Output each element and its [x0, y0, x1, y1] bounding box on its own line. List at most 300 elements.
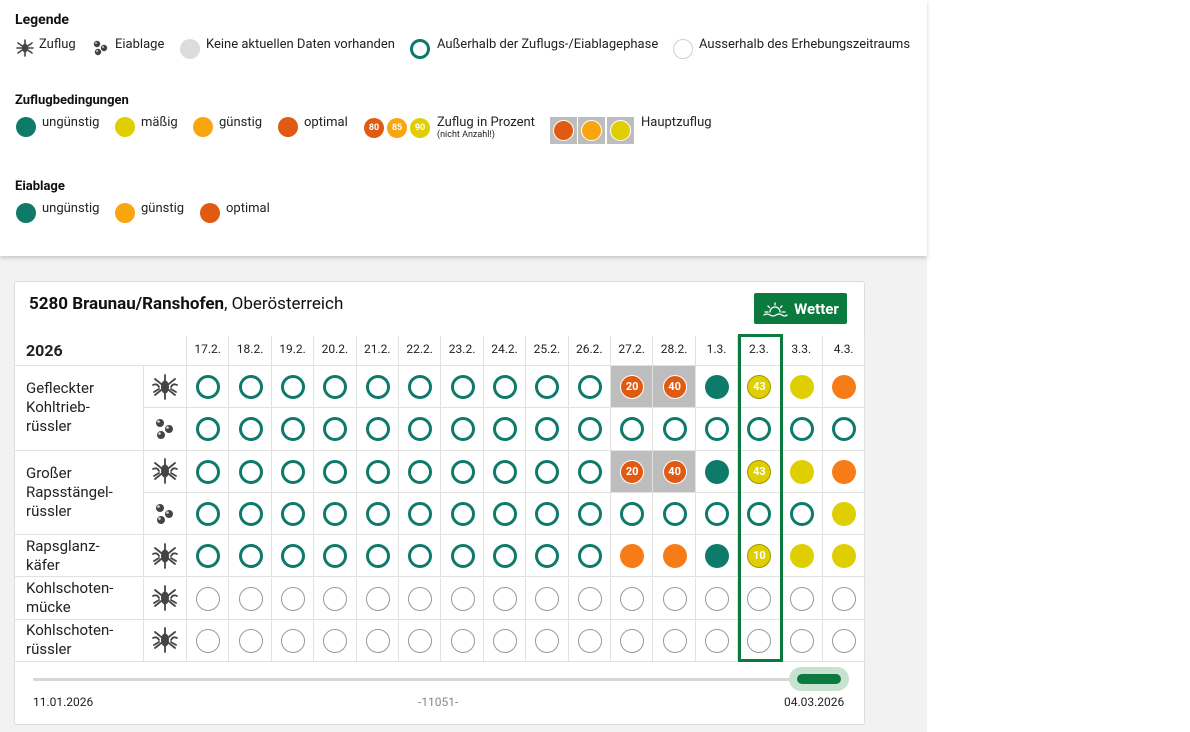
forecast-cell[interactable]	[357, 451, 399, 493]
species-name-line: rüssler	[26, 417, 72, 436]
outside-phase-ring	[410, 39, 430, 59]
forecast-cell[interactable]	[823, 620, 865, 662]
forecast-cell[interactable]	[229, 578, 271, 620]
outside-period-ring	[239, 587, 263, 611]
forecast-cell[interactable]	[653, 493, 695, 535]
date-header[interactable]: 4.3.	[823, 336, 865, 366]
status-dot	[832, 544, 856, 568]
outside-period-ring	[408, 587, 432, 611]
outside-phase-ring	[323, 417, 347, 441]
forecast-cell[interactable]	[526, 578, 568, 620]
outside-period-ring	[323, 587, 347, 611]
species-name-text	[26, 464, 113, 521]
outside-period-ring	[673, 39, 693, 59]
forecast-cell[interactable]	[696, 451, 738, 493]
forecast-cell[interactable]	[272, 408, 314, 450]
forecast-cell[interactable]	[399, 408, 441, 450]
forecast-cell[interactable]	[569, 408, 611, 450]
outside-phase-ring	[451, 460, 475, 484]
legend-zuflug: Zuflug	[39, 37, 76, 52]
outside-phase-ring	[451, 375, 475, 399]
status-dot	[832, 502, 856, 526]
eiablage-optimal: optimal	[226, 201, 270, 216]
hauptzuflug-label: Hauptzuflug	[641, 115, 712, 130]
forecast-cell[interactable]	[272, 493, 314, 535]
species-name-line: rüssler	[26, 501, 72, 520]
date-header[interactable]: 2.3.	[738, 336, 780, 366]
outside-period-ring	[832, 629, 856, 653]
forecast-cell[interactable]	[441, 620, 483, 662]
outside-phase-ring	[535, 502, 559, 526]
forecast-cell[interactable]	[229, 451, 271, 493]
status-dot: 10	[747, 544, 771, 568]
status-dot	[832, 375, 856, 399]
status-dot	[705, 544, 729, 568]
outside-phase-ring	[196, 544, 220, 568]
forecast-cell[interactable]	[781, 408, 823, 450]
outside-phase-ring	[196, 502, 220, 526]
forecast-cell[interactable]	[738, 408, 780, 450]
forecast-cell[interactable]	[696, 408, 738, 450]
forecast-cell[interactable]	[187, 620, 229, 662]
forecast-cell[interactable]	[229, 620, 271, 662]
outside-phase-ring	[747, 417, 771, 441]
outside-period-ring	[196, 629, 220, 653]
forecast-cell[interactable]	[314, 620, 356, 662]
fly-icon	[144, 535, 187, 577]
forecast-cell[interactable]	[653, 366, 695, 408]
forecast-cell[interactable]	[484, 366, 526, 408]
forecast-cell[interactable]	[823, 535, 865, 577]
outside-phase-ring	[578, 375, 602, 399]
legend-outside-phase: Außerhalb der Zuflugs-/Eiablagephase	[437, 37, 659, 52]
forecast-cell[interactable]	[229, 535, 271, 577]
outside-phase-ring	[281, 417, 305, 441]
forecast-cell[interactable]	[314, 578, 356, 620]
outside-phase-ring	[366, 460, 390, 484]
date-header[interactable]: 26.2.	[569, 336, 611, 366]
status-dot: 20	[620, 375, 644, 399]
date-header[interactable]: 25.2.	[526, 336, 568, 366]
outside-phase-ring	[493, 460, 517, 484]
weather-button[interactable]	[754, 293, 847, 324]
forecast-cell[interactable]	[738, 451, 780, 493]
outside-phase-ring	[705, 417, 729, 441]
zuflug-maessig: mäßig	[141, 115, 178, 130]
forecast-cell[interactable]	[484, 408, 526, 450]
outside-phase-ring	[366, 502, 390, 526]
date-header[interactable]: 20.2.	[314, 336, 356, 366]
forecast-cell[interactable]	[399, 578, 441, 620]
legend-outside-period: Ausserhalb des Erhebungszeitraums	[699, 37, 911, 52]
forecast-cell[interactable]	[696, 366, 738, 408]
species-name-line: Gefleckter	[26, 379, 95, 398]
species-name-line: Rapsglanz-	[26, 536, 100, 555]
date-header[interactable]: 21.2.	[357, 336, 399, 366]
outside-phase-ring	[535, 460, 559, 484]
status-dot: 40	[663, 460, 687, 484]
forecast-cell[interactable]	[484, 493, 526, 535]
forecast-cell[interactable]	[569, 366, 611, 408]
forecast-cell[interactable]	[738, 535, 780, 577]
no-data-dot	[180, 39, 200, 59]
outside-phase-ring	[196, 417, 220, 441]
fly-icon	[144, 620, 187, 662]
forecast-cell[interactable]	[187, 493, 229, 535]
outside-period-ring	[281, 629, 305, 653]
forecast-cell[interactable]	[738, 493, 780, 535]
fly-icon	[144, 578, 187, 620]
forecast-cell[interactable]	[823, 451, 865, 493]
forecast-cell[interactable]	[653, 451, 695, 493]
forecast-cell[interactable]	[823, 408, 865, 450]
outside-period-ring	[832, 587, 856, 611]
outside-phase-ring	[281, 544, 305, 568]
forecast-cell[interactable]	[696, 578, 738, 620]
forecast-cell[interactable]	[569, 578, 611, 620]
outside-phase-ring	[790, 502, 814, 526]
status-dot: 20	[620, 460, 644, 484]
outside-phase-ring	[535, 375, 559, 399]
forecast-cell[interactable]	[314, 408, 356, 450]
percent-label: Zuflug in Prozent	[437, 115, 535, 130]
legend-eiablage: Eiablage	[115, 37, 165, 52]
forecast-cell[interactable]	[399, 451, 441, 493]
species-name	[15, 451, 144, 536]
date-header[interactable]: 17.2.	[187, 336, 229, 366]
outside-phase-ring	[535, 417, 559, 441]
outside-period-ring	[281, 587, 305, 611]
species-name-line: Kohlschoten-	[26, 579, 114, 598]
date-slider-track[interactable]	[33, 678, 848, 681]
outside-phase-ring	[323, 544, 347, 568]
outside-period-ring	[663, 629, 687, 653]
slider-middle-label: -11051-	[418, 695, 459, 709]
status-dot	[832, 460, 856, 484]
outside-period-ring	[239, 629, 263, 653]
date-header[interactable]: 19.2.	[272, 336, 314, 366]
legend-title: Legende	[15, 12, 69, 28]
outside-period-ring	[535, 587, 559, 611]
percent-90-dot: 90	[410, 118, 430, 138]
eiablage-title: Eiablage	[15, 179, 65, 194]
forecast-cell[interactable]	[781, 366, 823, 408]
outside-phase-ring	[663, 502, 687, 526]
outside-phase-ring	[196, 375, 220, 399]
forecast-cell[interactable]	[441, 578, 483, 620]
outside-period-ring	[493, 587, 517, 611]
outside-period-ring	[790, 587, 814, 611]
forecast-cell[interactable]	[526, 451, 568, 493]
forecast-cell[interactable]	[526, 493, 568, 535]
forecast-cell[interactable]	[272, 578, 314, 620]
forecast-cell[interactable]	[526, 535, 568, 577]
outside-phase-ring	[578, 544, 602, 568]
species-name-line: Großer	[26, 463, 72, 482]
forecast-cell[interactable]	[441, 366, 483, 408]
date-slider-handle[interactable]	[789, 667, 849, 691]
forecast-cell[interactable]	[526, 620, 568, 662]
outside-phase-ring	[663, 417, 687, 441]
forecast-cell[interactable]	[611, 620, 653, 662]
forecast-cell[interactable]	[441, 535, 483, 577]
outside-period-ring	[535, 629, 559, 653]
outside-phase-ring	[451, 502, 475, 526]
outside-phase-ring	[620, 502, 644, 526]
forecast-cell[interactable]	[187, 535, 229, 577]
forecast-cell[interactable]	[611, 535, 653, 577]
outside-phase-ring	[408, 417, 432, 441]
outside-phase-ring	[366, 544, 390, 568]
outside-phase-ring	[323, 460, 347, 484]
date-header[interactable]: 24.2.	[484, 336, 526, 366]
outside-phase-ring	[408, 502, 432, 526]
forecast-cell[interactable]	[823, 366, 865, 408]
forecast-cell[interactable]	[357, 578, 399, 620]
percent-80-dot: 80	[364, 118, 384, 138]
outside-period-ring	[705, 587, 729, 611]
forecast-cell[interactable]	[781, 493, 823, 535]
forecast-cell[interactable]	[611, 578, 653, 620]
date-header[interactable]: 18.2.	[229, 336, 271, 366]
outside-phase-ring	[705, 502, 729, 526]
outside-period-ring	[790, 629, 814, 653]
forecast-cell[interactable]	[653, 408, 695, 450]
outside-phase-ring	[323, 375, 347, 399]
forecast-cell[interactable]	[187, 578, 229, 620]
forecast-cell[interactable]	[569, 451, 611, 493]
species-name-line: mücke	[26, 598, 71, 617]
fly-icon	[144, 366, 187, 408]
legend-panel	[0, 0, 927, 256]
status-dot	[790, 460, 814, 484]
eggs-icon	[144, 493, 187, 535]
status-dot	[705, 460, 729, 484]
unguenstig-dot	[16, 117, 36, 137]
forecast-cell[interactable]	[823, 493, 865, 535]
forecast-cell[interactable]	[696, 620, 738, 662]
forecast-cell[interactable]	[738, 366, 780, 408]
species-name-line: Kohlschoten-	[26, 621, 114, 640]
forecast-cell[interactable]	[781, 620, 823, 662]
eggs-icon	[92, 39, 110, 57]
forecast-cell[interactable]	[229, 408, 271, 450]
outside-phase-ring	[408, 375, 432, 399]
eiablage-optimal-dot	[200, 203, 220, 223]
species-name	[15, 366, 144, 451]
zuflug-title: Zuflugbedingungen	[15, 93, 129, 108]
forecast-cell[interactable]	[484, 620, 526, 662]
forecast-cell[interactable]	[399, 493, 441, 535]
forecast-cell[interactable]	[696, 535, 738, 577]
location-region: , Oberösterreich	[224, 294, 344, 314]
species-name-line: rüssler	[26, 640, 72, 659]
forecast-cell[interactable]	[357, 535, 399, 577]
status-dot	[620, 544, 644, 568]
forecast-cell[interactable]	[738, 620, 780, 662]
date-header[interactable]: 23.2.	[441, 336, 483, 366]
forecast-cell[interactable]	[314, 493, 356, 535]
forecast-cell[interactable]	[229, 366, 271, 408]
outside-phase-ring	[578, 417, 602, 441]
outside-phase-ring	[620, 417, 644, 441]
status-dot	[790, 544, 814, 568]
slider-start-date: 11.01.2026	[33, 695, 94, 709]
forecast-cell[interactable]	[526, 408, 568, 450]
forecast-cell[interactable]	[526, 366, 568, 408]
forecast-cell[interactable]	[357, 366, 399, 408]
optimal-dot	[278, 117, 298, 137]
hauptzuflug-swatch	[550, 117, 634, 144]
weather-button-label: Wetter	[794, 299, 839, 318]
outside-phase-ring	[493, 544, 517, 568]
outside-period-ring	[747, 587, 771, 611]
forecast-cell[interactable]	[272, 366, 314, 408]
forecast-cell[interactable]	[441, 451, 483, 493]
outside-phase-ring	[281, 460, 305, 484]
forecast-cell[interactable]	[653, 578, 695, 620]
forecast-cell[interactable]	[187, 408, 229, 450]
legend-no-data: Keine aktuellen Daten vorhanden	[206, 37, 395, 52]
species-name-line: Kohltrieb-	[26, 398, 90, 417]
maessig-dot	[115, 117, 135, 137]
forecast-cell[interactable]	[569, 620, 611, 662]
guenstig-dot	[193, 117, 213, 137]
forecast-cell[interactable]	[484, 578, 526, 620]
outside-period-ring	[493, 629, 517, 653]
species-name-text	[26, 379, 94, 436]
date-header[interactable]: 27.2.	[611, 336, 653, 366]
forecast-cell[interactable]	[484, 451, 526, 493]
forecast-cell[interactable]	[399, 535, 441, 577]
forecast-cell[interactable]	[484, 535, 526, 577]
forecast-cell[interactable]	[781, 535, 823, 577]
forecast-cell[interactable]	[357, 408, 399, 450]
forecast-cell[interactable]	[314, 451, 356, 493]
outside-phase-ring	[790, 417, 814, 441]
outside-phase-ring	[281, 375, 305, 399]
outside-period-ring	[408, 629, 432, 653]
species-name-text	[26, 537, 100, 575]
outside-phase-ring	[578, 460, 602, 484]
outside-phase-ring	[451, 417, 475, 441]
eiablage-unguenstig-dot	[16, 203, 36, 223]
date-header[interactable]: 22.2.	[399, 336, 441, 366]
outside-phase-ring	[493, 417, 517, 441]
outside-phase-ring	[366, 375, 390, 399]
outside-period-ring	[366, 629, 390, 653]
status-dot	[705, 375, 729, 399]
outside-phase-ring	[239, 460, 263, 484]
forecast-cell[interactable]	[569, 535, 611, 577]
eiablage-unguenstig: ungünstig	[42, 201, 100, 216]
forecast-cell[interactable]	[823, 578, 865, 620]
fly-icon	[15, 38, 35, 58]
forecast-cell[interactable]	[611, 451, 653, 493]
forecast-cell[interactable]	[569, 493, 611, 535]
status-dot: 40	[663, 375, 687, 399]
outside-phase-ring	[323, 502, 347, 526]
forecast-cell[interactable]	[441, 493, 483, 535]
date-header[interactable]: 3.3.	[781, 336, 823, 366]
forecast-cell[interactable]	[399, 366, 441, 408]
forecast-cell[interactable]	[314, 366, 356, 408]
forecast-cell[interactable]	[314, 535, 356, 577]
status-dot	[663, 544, 687, 568]
forecast-cell[interactable]	[229, 493, 271, 535]
forecast-cell[interactable]	[187, 451, 229, 493]
species-name-text	[26, 579, 113, 617]
date-header[interactable]: 28.2.	[653, 336, 695, 366]
slider-end-date: 04.03.2026	[784, 695, 845, 709]
outside-phase-ring	[493, 502, 517, 526]
species-name	[15, 578, 144, 620]
eiablage-guenstig: günstig	[141, 201, 185, 216]
outside-phase-ring	[408, 460, 432, 484]
outside-period-ring	[578, 587, 602, 611]
location-title	[29, 294, 343, 314]
forecast-cell[interactable]	[781, 451, 823, 493]
forecast-cell[interactable]	[272, 451, 314, 493]
percent-sublabel: (nicht Anzahl!)	[437, 130, 495, 140]
forecast-cell[interactable]	[357, 493, 399, 535]
zuflug-unguenstig: ungünstig	[42, 115, 100, 130]
outside-phase-ring	[281, 502, 305, 526]
outside-period-ring	[578, 629, 602, 653]
outside-phase-ring	[366, 417, 390, 441]
forecast-cell[interactable]	[272, 620, 314, 662]
forecast-cell[interactable]	[611, 366, 653, 408]
forecast-cell[interactable]	[272, 535, 314, 577]
forecast-cell[interactable]	[653, 535, 695, 577]
forecast-cell[interactable]	[357, 620, 399, 662]
forecast-cell[interactable]	[653, 620, 695, 662]
outside-period-ring	[366, 587, 390, 611]
date-header[interactable]: 1.3.	[696, 336, 738, 366]
outside-phase-ring	[493, 375, 517, 399]
species-name-line: Rapsstängel-	[26, 482, 113, 501]
forecast-cell[interactable]	[611, 408, 653, 450]
outside-phase-ring	[239, 375, 263, 399]
forecast-cell[interactable]	[187, 366, 229, 408]
fly-icon	[144, 451, 187, 493]
forecast-cell[interactable]	[611, 493, 653, 535]
outside-period-ring	[620, 629, 644, 653]
outside-phase-ring	[451, 544, 475, 568]
outside-phase-ring	[239, 502, 263, 526]
outside-period-ring	[620, 587, 644, 611]
zuflug-optimal: optimal	[304, 115, 348, 130]
year-label: 2026	[15, 336, 187, 366]
weather-icon	[762, 300, 788, 318]
outside-phase-ring	[578, 502, 602, 526]
outside-phase-ring	[196, 460, 220, 484]
forecast-cell[interactable]	[738, 578, 780, 620]
forecast-cell[interactable]	[441, 408, 483, 450]
status-dot	[790, 375, 814, 399]
outside-period-ring	[451, 629, 475, 653]
species-name	[15, 535, 144, 577]
percent-85-dot: 85	[387, 118, 407, 138]
outside-phase-ring	[239, 417, 263, 441]
forecast-cell[interactable]	[696, 493, 738, 535]
outside-phase-ring	[408, 544, 432, 568]
location-name: 5280 Braunau/Ranshofen	[29, 294, 225, 314]
forecast-cell[interactable]	[399, 620, 441, 662]
outside-period-ring	[451, 587, 475, 611]
forecast-cell[interactable]	[781, 578, 823, 620]
outside-phase-ring	[239, 544, 263, 568]
